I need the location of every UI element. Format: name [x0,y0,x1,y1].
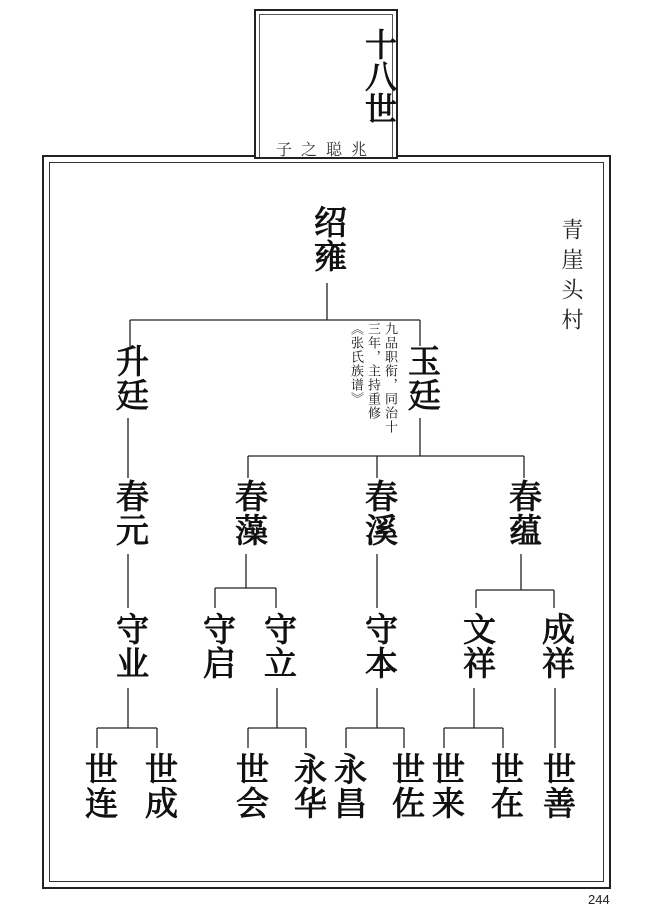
person-shouli: 守立 [259,612,298,680]
person-shilai: 世来 [427,752,466,820]
page-number: 244 [588,892,610,907]
generation-title: 十八世 [360,28,398,124]
person-shihui: 世会 [231,752,270,820]
generation-subtitle: 子之聪兆 [275,140,376,159]
person-yonghua: 永华 [289,752,328,820]
person-shaoyong: 绍雍 [309,205,348,273]
person-chunzao: 春藻 [230,479,269,547]
generation-title-box [254,9,398,159]
person-wenxiang: 文祥 [458,612,497,680]
person-shengting: 升廷 [111,344,150,412]
person-yongchang: 永昌 [329,752,368,820]
annotation-yuting: 九品职衔，同治十三年，主持重修《张氏族谱》 [348,322,397,434]
person-shicheng: 世成 [140,752,179,820]
person-chengxiang: 成祥 [537,612,576,680]
person-chunyuan: 春元 [111,479,150,547]
person-yuting: 玉廷 [403,344,442,412]
person-shizuo: 世佐 [387,752,426,820]
village-label: 青崖头村 [558,218,583,338]
person-chunyun: 春蕴 [504,479,543,547]
person-shouqi: 守启 [198,612,237,680]
person-shizai: 世在 [486,752,525,820]
person-shouben: 守本 [360,612,399,680]
person-shilian: 世连 [80,752,119,820]
person-shishan: 世善 [538,752,577,820]
person-chunxi: 春溪 [360,479,399,547]
person-shouye: 守业 [111,612,150,680]
